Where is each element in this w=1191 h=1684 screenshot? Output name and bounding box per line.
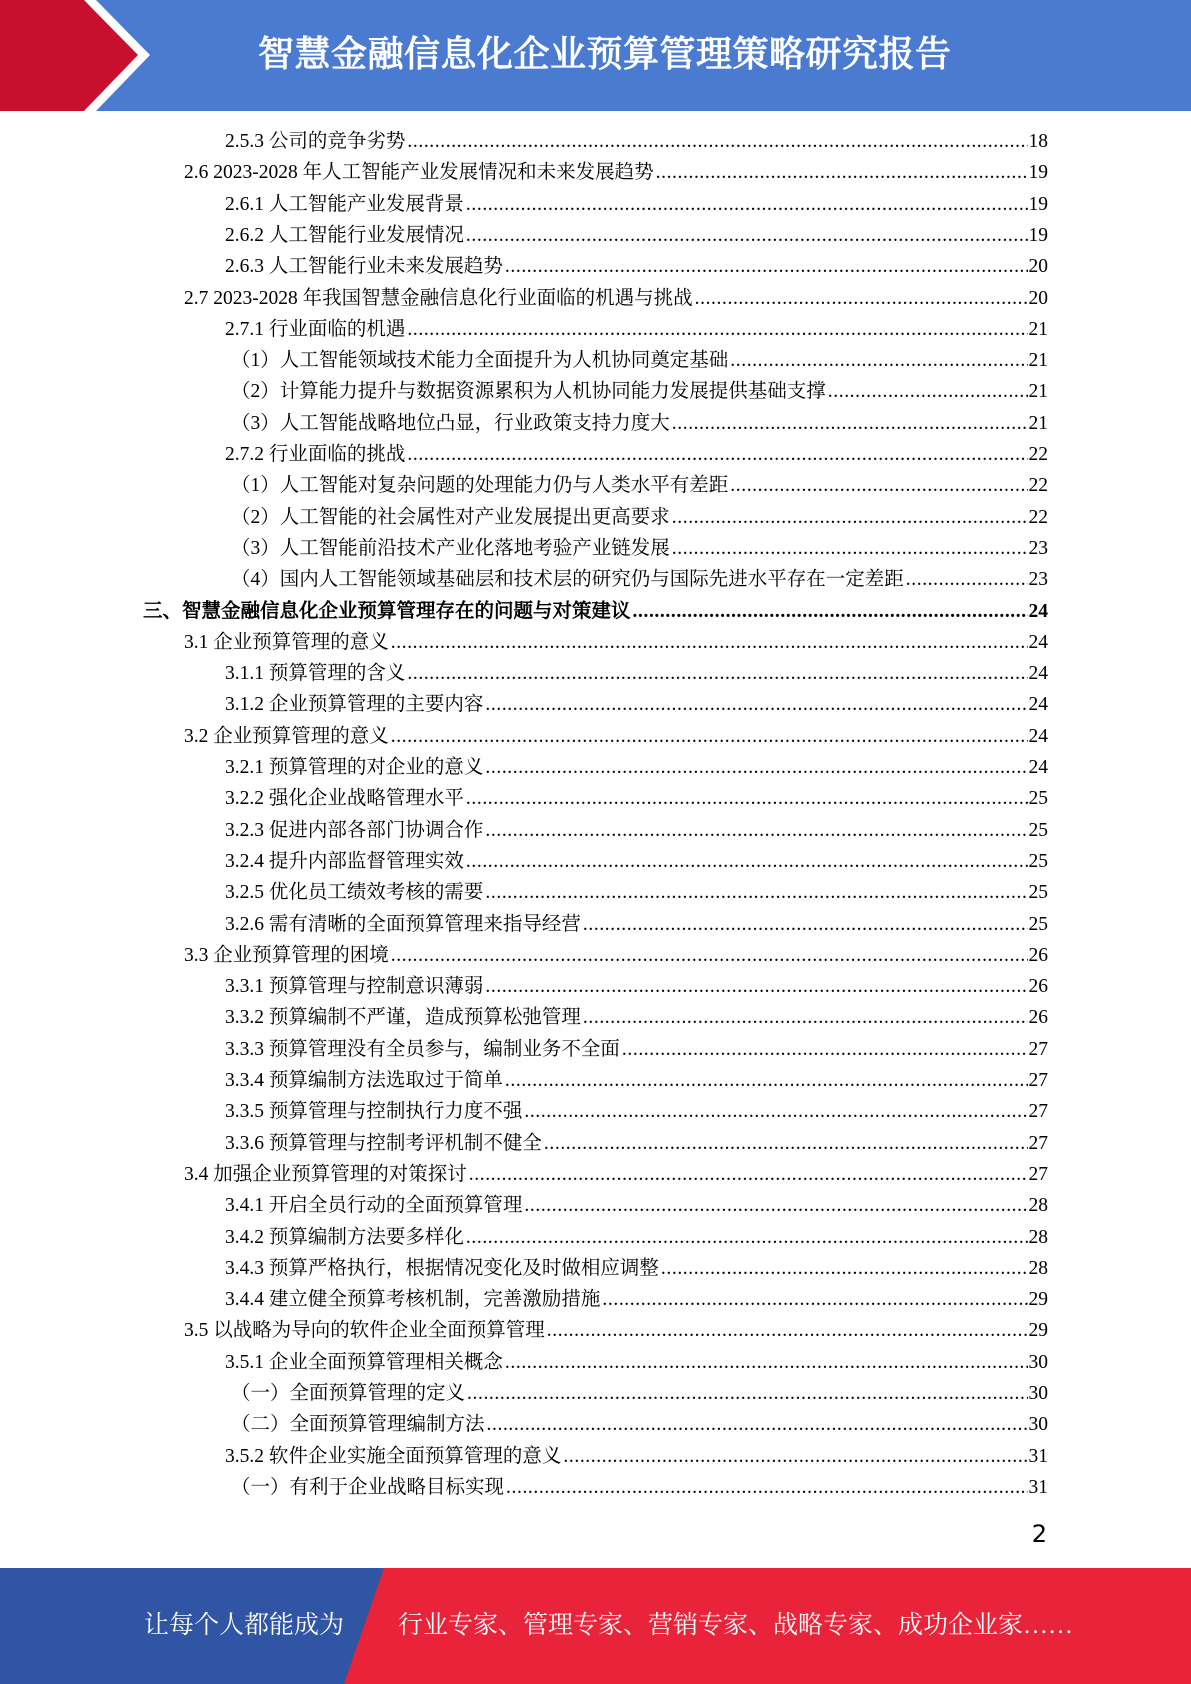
toc-entry[interactable] xyxy=(225,660,1048,688)
toc-entry-page: 31 xyxy=(1028,1477,1048,1498)
toc-entry[interactable] xyxy=(184,629,1048,657)
toc-entry-label: 3.2.1 预算管理的对企业的意义 xyxy=(225,757,484,778)
toc-entry[interactable] xyxy=(231,1411,1048,1439)
toc-leader-dots xyxy=(505,1067,1028,1095)
toc-entry[interactable] xyxy=(225,1286,1048,1314)
toc-entry-label: 3.2 企业预算管理的意义 xyxy=(184,726,389,747)
toc-entry[interactable] xyxy=(231,566,1048,594)
toc-entry-page: 21 xyxy=(1028,381,1048,402)
toc-entry-label: （2）人工智能的社会属性对产业发展提出更高要求 xyxy=(231,507,670,528)
toc-leader-dots xyxy=(466,848,1028,876)
toc-entry[interactable] xyxy=(184,942,1048,970)
toc-leader-dots xyxy=(672,535,1028,563)
toc-entry-page: 28 xyxy=(1028,1227,1048,1248)
toc-leader-dots xyxy=(633,598,1028,626)
toc-entry-label: （3）人工智能战略地位凸显，行业政策支持力度大 xyxy=(231,413,670,434)
toc-leader-dots xyxy=(485,973,1027,1001)
footer-slogan-left: 让每个人都能成为 xyxy=(144,1612,345,1639)
toc-leader-dots xyxy=(695,285,1028,313)
toc-entry[interactable] xyxy=(225,1349,1048,1377)
toc-entry[interactable] xyxy=(225,1443,1048,1471)
toc-leader-dots xyxy=(407,128,1027,156)
toc-entry-label: （1）人工智能领域技术能力全面提升为人机协同奠定基础 xyxy=(231,350,729,371)
toc-entry-page: 21 xyxy=(1028,350,1048,371)
toc-entry-label: 2.5.3 公司的竞争劣势 xyxy=(225,131,406,152)
toc-leader-dots xyxy=(730,472,1027,500)
toc-entry[interactable] xyxy=(225,691,1048,719)
toc-leader-dots xyxy=(466,191,1028,219)
toc-leader-dots xyxy=(622,1036,1028,1064)
toc-entry[interactable] xyxy=(225,316,1048,344)
toc-leader-dots xyxy=(407,441,1027,469)
toc-leader-dots xyxy=(730,347,1027,375)
toc-entry-page: 19 xyxy=(1028,194,1048,215)
toc-entry[interactable] xyxy=(184,1317,1048,1345)
toc-leader-dots xyxy=(391,629,1028,657)
toc-entry[interactable] xyxy=(225,1224,1048,1252)
toc-entry-label: 3.2.2 强化企业战略管理水平 xyxy=(225,788,464,809)
toc-leader-dots xyxy=(391,723,1028,751)
toc-entry-label: 2.7.2 行业面临的挑战 xyxy=(225,444,406,465)
toc-entry[interactable] xyxy=(231,504,1048,532)
toc-entry-page: 24 xyxy=(1028,694,1048,715)
toc-entry-page: 29 xyxy=(1028,1289,1048,1310)
toc-entry-page: 24 xyxy=(1028,632,1048,653)
toc-leader-dots xyxy=(467,1380,1027,1408)
toc-entry[interactable] xyxy=(225,1067,1048,1095)
toc-leader-dots xyxy=(485,879,1027,907)
toc-entry-label: 3.4.2 预算编制方法要多样化 xyxy=(225,1227,464,1248)
toc-leader-dots xyxy=(466,785,1028,813)
toc-entry-label: 3.4.4 建立健全预算考核机制，完善激励措施 xyxy=(225,1289,601,1310)
toc-entry[interactable] xyxy=(231,535,1048,563)
toc-entry[interactable] xyxy=(231,347,1048,375)
toc-entry-page: 30 xyxy=(1028,1383,1048,1404)
toc-entry[interactable] xyxy=(184,285,1048,313)
toc-entry[interactable] xyxy=(231,1474,1048,1502)
toc-entry-label: （4）国内人工智能领域基础层和技术层的研究仍与国际先进水平存在一定差距 xyxy=(231,569,904,590)
toc-entry-page: 25 xyxy=(1028,882,1048,903)
toc-entry-page: 28 xyxy=(1028,1195,1048,1216)
toc-leader-dots xyxy=(672,504,1028,532)
toc-entry-label: 2.6.1 人工智能产业发展背景 xyxy=(225,194,464,215)
toc-entry[interactable] xyxy=(184,159,1048,187)
toc-entry-label: 3.2.6 需有清晰的全面预算管理来指导经营 xyxy=(225,914,581,935)
toc-entry-page: 30 xyxy=(1028,1414,1048,1435)
toc-leader-dots xyxy=(906,566,1028,594)
toc-entry[interactable] xyxy=(225,911,1048,939)
toc-entry[interactable] xyxy=(184,1161,1048,1189)
toc-entry-label: 3.5.2 软件企业实施全面预算管理的意义 xyxy=(225,1446,562,1467)
toc-leader-dots xyxy=(828,378,1028,406)
toc-entry-page: 24 xyxy=(1028,757,1048,778)
toc-leader-dots xyxy=(485,817,1027,845)
toc-leader-dots xyxy=(466,222,1028,250)
toc-entry-label: （一）全面预算管理的定义 xyxy=(231,1383,466,1404)
toc-leader-dots xyxy=(391,942,1028,970)
toc-entry-label: 2.6 2023-2028 年人工智能产业发展情况和未来发展趋势 xyxy=(184,162,654,183)
toc-entry-label: 3.4.3 预算严格执行，根据情况变化及时做相应调整 xyxy=(225,1258,659,1279)
toc-entry-page: 29 xyxy=(1028,1320,1048,1341)
toc-leader-dots xyxy=(661,1255,1028,1283)
toc-leader-dots xyxy=(563,1443,1027,1471)
toc-entry-label: 3.3.5 预算管理与控制执行力度不强 xyxy=(225,1101,523,1122)
toc-entry[interactable] xyxy=(225,1130,1048,1158)
toc-entry[interactable] xyxy=(225,1255,1048,1283)
toc-entry-label: 3.1.2 企业预算管理的主要内容 xyxy=(225,694,484,715)
toc-entry-label: 3.3.1 预算管理与控制意识薄弱 xyxy=(225,976,484,997)
toc-entry-label: （一）有利于企业战略目标实现 xyxy=(231,1477,505,1498)
toc-entry[interactable] xyxy=(225,785,1048,813)
toc-entry-label: 2.6.2 人工智能行业发展情况 xyxy=(225,225,464,246)
toc-entry-label: 三、智慧金融信息化企业预算管理存在的问题与对策建议 xyxy=(143,601,631,622)
toc-entry-page: 24 xyxy=(1028,663,1048,684)
toc-entry[interactable] xyxy=(225,441,1048,469)
toc-leader-dots xyxy=(505,253,1028,281)
toc-entry-label: 3.2.4 提升内部监督管理实效 xyxy=(225,851,464,872)
toc-entry[interactable] xyxy=(225,754,1048,782)
toc-entry-page: 26 xyxy=(1028,1007,1048,1028)
page-footer xyxy=(0,1568,1191,1684)
toc-leader-dots xyxy=(485,691,1027,719)
toc-entry-page: 22 xyxy=(1028,475,1048,496)
toc-entry-page: 19 xyxy=(1028,225,1048,246)
toc-leader-dots xyxy=(524,1192,1027,1220)
toc-leader-dots xyxy=(485,754,1027,782)
toc-entry[interactable] xyxy=(231,378,1048,406)
toc-entry[interactable] xyxy=(225,191,1048,219)
header-red-block xyxy=(0,0,70,111)
toc-entry-page: 25 xyxy=(1028,820,1048,841)
toc-entry[interactable] xyxy=(225,253,1048,281)
page-header xyxy=(0,0,1191,111)
toc-entry[interactable] xyxy=(225,973,1048,1001)
toc-leader-dots xyxy=(602,1286,1027,1314)
toc-entry[interactable] xyxy=(225,1098,1048,1126)
toc-entry-page: 27 xyxy=(1028,1039,1048,1060)
toc-entry-label: 3.3.3 预算管理没有全员参与，编制业务不全面 xyxy=(225,1039,620,1060)
toc-entry-page: 26 xyxy=(1028,976,1048,997)
toc-leader-dots xyxy=(506,1474,1027,1502)
toc-entry[interactable] xyxy=(225,848,1048,876)
toc-leader-dots xyxy=(583,1004,1028,1032)
toc-entry-page: 19 xyxy=(1028,162,1048,183)
toc-entry-page: 25 xyxy=(1028,914,1048,935)
toc-entry[interactable] xyxy=(143,598,1048,626)
toc-entry-page: 27 xyxy=(1028,1133,1048,1154)
toc-entry[interactable] xyxy=(231,410,1048,438)
toc-entry-page: 31 xyxy=(1028,1446,1048,1467)
toc-entry-page: 25 xyxy=(1028,788,1048,809)
toc-leader-dots xyxy=(407,316,1027,344)
toc-entry-page: 22 xyxy=(1028,507,1048,528)
toc-entry-label: 2.6.3 人工智能行业未来发展趋势 xyxy=(225,256,503,277)
toc-entry-page: 23 xyxy=(1028,538,1048,559)
toc-entry-page: 28 xyxy=(1028,1258,1048,1279)
toc-entry[interactable] xyxy=(225,222,1048,250)
toc-entry-page: 27 xyxy=(1028,1070,1048,1091)
toc-leader-dots xyxy=(407,660,1027,688)
toc-entry[interactable] xyxy=(231,472,1048,500)
toc-leader-dots xyxy=(466,1224,1028,1252)
toc-entry-page: 21 xyxy=(1028,413,1048,434)
toc-entry-page: 20 xyxy=(1028,288,1048,309)
toc-leader-dots xyxy=(583,911,1028,939)
toc-entry[interactable] xyxy=(184,723,1048,751)
toc-entry[interactable] xyxy=(225,128,1048,156)
toc-entry-page: 25 xyxy=(1028,851,1048,872)
toc-leader-dots xyxy=(487,1411,1028,1439)
toc-entry-label: 2.7 2023-2028 年我国智慧金融信息化行业面临的机遇与挑战 xyxy=(184,288,693,309)
toc-entry-label: 3.4.1 开启全员行动的全面预算管理 xyxy=(225,1195,523,1216)
toc-leader-dots xyxy=(505,1349,1028,1377)
toc-entry-label: 3.1 企业预算管理的意义 xyxy=(184,632,389,653)
toc-entry[interactable] xyxy=(225,817,1048,845)
toc-entry-label: （3）人工智能前沿技术产业化落地考验产业链发展 xyxy=(231,538,670,559)
toc-leader-dots xyxy=(524,1098,1027,1126)
toc-entry-label: 3.5 以战略为导向的软件企业全面预算管理 xyxy=(184,1320,545,1341)
toc-leader-dots xyxy=(672,410,1028,438)
report-title: 智慧金融信息化企业预算管理策略研究报告 xyxy=(258,34,952,75)
toc-entry-label: 2.7.1 行业面临的机遇 xyxy=(225,319,406,340)
toc-entry[interactable] xyxy=(225,1036,1048,1064)
footer-slogan-right: 行业专家、管理专家、营销专家、战略专家、成功企业家…… xyxy=(398,1612,1074,1639)
toc-entry[interactable] xyxy=(225,1004,1048,1032)
toc-entry-page: 18 xyxy=(1028,131,1048,152)
toc-entry-page: 30 xyxy=(1028,1352,1048,1373)
toc-entry-label: 3.2.3 促进内部各部门协调合作 xyxy=(225,820,484,841)
toc-entry-label: 3.3.6 预算管理与控制考评机制不健全 xyxy=(225,1133,542,1154)
toc-entry-page: 22 xyxy=(1028,444,1048,465)
toc-entry-page: 24 xyxy=(1028,726,1048,747)
page-number: 2 xyxy=(1031,1520,1047,1548)
toc-leader-dots xyxy=(656,159,1028,187)
toc-entry-page: 27 xyxy=(1028,1164,1048,1185)
toc-entry-label: 3.5.1 企业全面预算管理相关概念 xyxy=(225,1352,503,1373)
toc-entry[interactable] xyxy=(225,1192,1048,1220)
toc-entry-page: 26 xyxy=(1028,945,1048,966)
toc-leader-dots xyxy=(547,1317,1028,1345)
toc-entry-label: （二）全面预算管理编制方法 xyxy=(231,1414,485,1435)
toc-entry-page: 21 xyxy=(1028,319,1048,340)
toc-entry-label: 3.4 加强企业预算管理的对策探讨 xyxy=(184,1164,467,1185)
toc-leader-dots xyxy=(469,1161,1028,1189)
toc-entry-page: 20 xyxy=(1028,256,1048,277)
toc-entry-page: 27 xyxy=(1028,1101,1048,1122)
toc-entry-label: （2）计算能力提升与数据资源累积为人机协同能力发展提供基础支撑 xyxy=(231,381,826,402)
toc-entry[interactable] xyxy=(231,1380,1048,1408)
toc-entry-label: 3.3.4 预算编制方法选取过于简单 xyxy=(225,1070,503,1091)
toc-entry-label: 3.3 企业预算管理的困境 xyxy=(184,945,389,966)
toc-entry-label: 3.3.2 预算编制不严谨，造成预算松弛管理 xyxy=(225,1007,581,1028)
toc-entry-label: 3.2.5 优化员工绩效考核的需要 xyxy=(225,882,484,903)
toc-entry[interactable] xyxy=(225,879,1048,907)
toc-entry-page: 24 xyxy=(1028,601,1048,622)
toc-entry-page: 23 xyxy=(1028,569,1048,590)
toc-leader-dots xyxy=(544,1130,1028,1158)
toc-entry-label: （1）人工智能对复杂问题的处理能力仍与人类水平有差距 xyxy=(231,475,729,496)
toc-entry-label: 3.1.1 预算管理的含义 xyxy=(225,663,406,684)
